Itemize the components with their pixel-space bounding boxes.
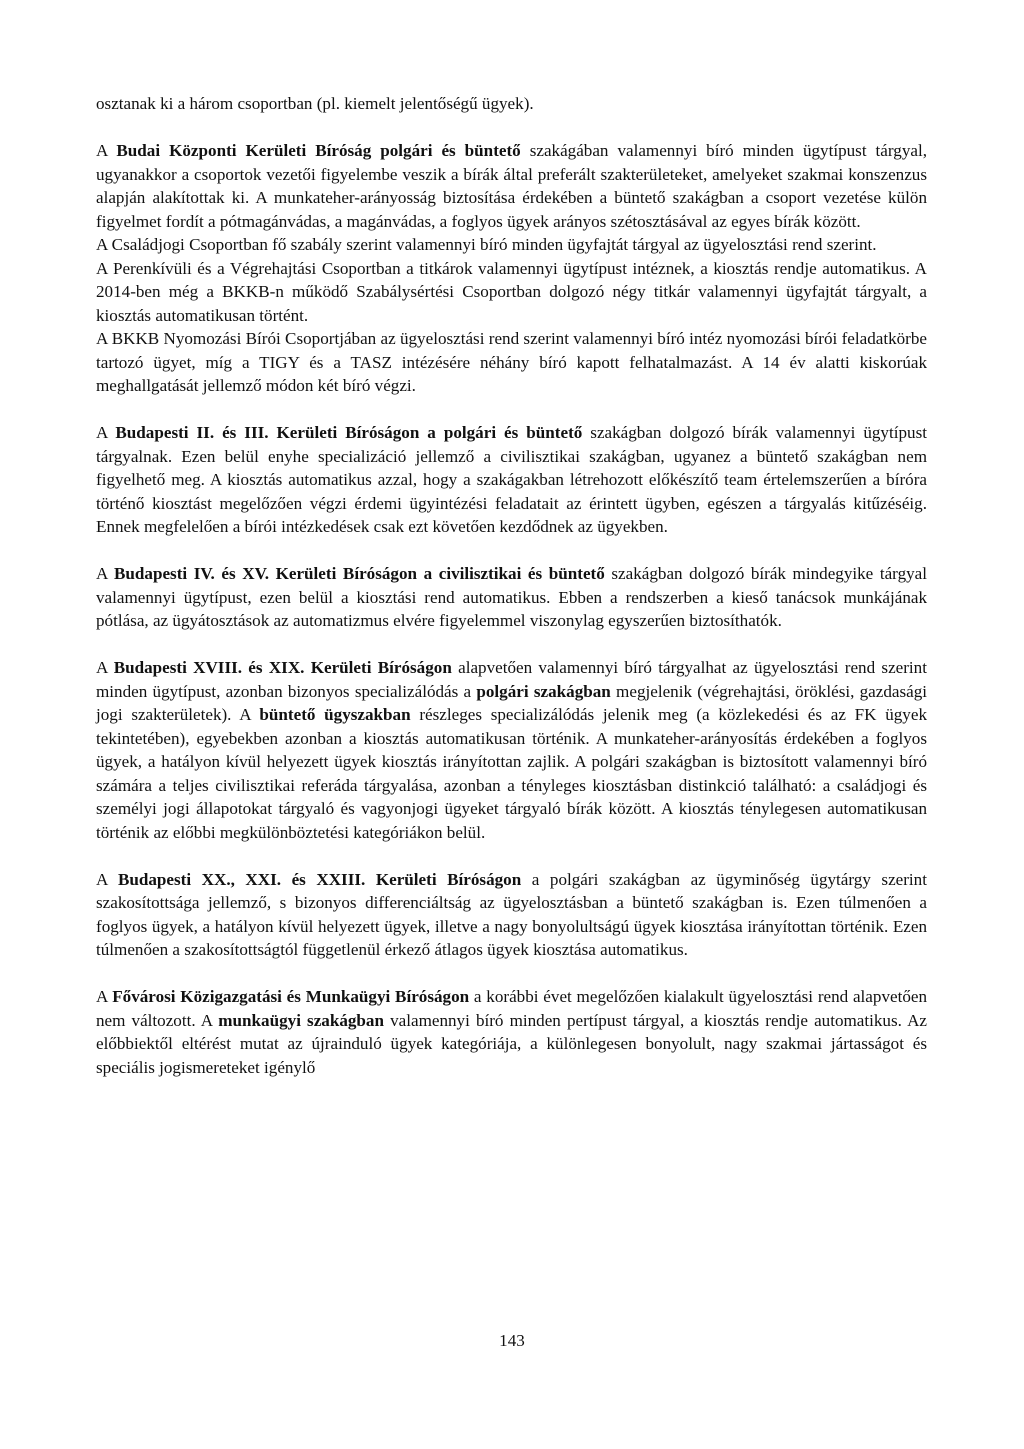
court-name: Budai Központi Kerületi Bíróság polgári és büntető: [116, 141, 521, 160]
paragraph-budapesti-iv-xv: A Budapesti IV. és XV. Kerületi Bíróságon a civilisztikai és büntető szakágban dolgozó bírák mindegyike tárgyal valamennyi ügytípust, ezen belül a kiosztási rend automatikus. Ebben a rendszerben a kieső tanácsok munkájának pótlása, az ügyátosztások az automatizmus elvére figyelemmel viszonylag egyszerűen biztosíthatók.: [96, 564, 927, 630]
court-name: Budapesti IV. és XV. Kerületi Bíróságon a civilisztikai és büntető: [114, 564, 605, 583]
court-name: Budapesti II. és III. Kerületi Bíróságon a polgári és büntető: [115, 423, 583, 442]
paragraph-budapesti-ii-iii: A Budapesti II. és III. Kerületi Bíróságon a polgári és büntető szakágban dolgozó bírák valamennyi ügytípust tárgyalnak. Ezen belül enyhe specializáció jellemző a civilisztikai szakágban, ugyanez a büntető szakágban nem figyelhető meg. A kiosztás automatikus azzal, hogy a szakágakban létrehozott előkészítő team értelemszerűen a bíróra történő kiosztást megelőzően végzi érdemi ügyintézési feladatait az érintett ügyben, egészen a tárgyalás kitűzéséig. Ennek megfelelően a bírói intézkedések csak ezt követően kezdődnek az ügyekben.: [96, 423, 927, 536]
paragraph-budapesti-xviii-xix: A Budapesti XVIII. és XIX. Kerületi Bíróságon alapvetően valamennyi bíró tárgyalhat az ügyelosztási rend szerint minden ügytípust, azonban bizonyos specializálódás a polgári szakágban megjelenik (végrehajtási, öröklési, gazdasági jogi szakterületek). A büntető ügyszakban részleges specializálódás jelenik meg (a közlekedési és az FK ügyek tekintetében), egyebekben azonban a kiosztás automatikusan történik. A munkateher-arányosítás érdekében a foglyos ügyek, a hatályon kívül helyezett ügyek kiosztás irányítottan zajlik. A polgári szakágban is biztosított valamennyi bíró számára a teljes civilisztikai referáda tárgyalása, azonban a tényleges kiosztásban distinkció található: a családjogi és személyi jogi állapotokat tárgyaló és vagyonjogi ügyeket tárgyaló bírák között. A kiosztás ténylegesen automatikusan történik az előbbi megkülönböztetési kategóriákon belül.: [96, 658, 928, 842]
paragraph-intro: osztanak ki a három csoportban (pl. kiemelt jelentőségű ügyek).: [96, 94, 534, 113]
document-page: [96, 92, 927, 1079]
court-name: Fővárosi Közigazgatási és Munkaügyi Bíróságon: [112, 987, 470, 1006]
emphasis-bunteto: büntető ügyszakban: [259, 705, 411, 724]
court-name: Budapesti XX., XXI. és XXIII. Kerületi Bíróságon: [117, 869, 522, 889]
paragraph-budapesti-xx-xxi-xxiii: A Budapesti XX., XXI. és XXIII. Kerületi Bíróságon a polgári szakágban az ügyminőség ügytárgy szerint szakosítottsága jellemző, s bizonyos differenciáltság az ügyelosztásban a büntető szakágban is. Ezen túlmenően a foglyos ügyek, a hatályon kívül helyezett ügyek, illetve a nagy bonyolultságú ügyek kiosztása irányítottan történik. Ezen túlmenően a szakosítottságtól függetlenül érkező átlagos ügyek kiosztása automatikus.: [96, 869, 927, 959]
paragraph-csaladjogi: A Családjogi Csoportban fő szabály szerint valamennyi bíró minden ügyfajtát tárgyal az ügyelosztási rend szerint.: [96, 235, 877, 254]
court-name: Budapesti XVIII. és XIX. Kerületi Bíróságon: [113, 658, 452, 677]
paragraph-perenkivuli: A Perenkívüli és a Végrehajtási Csoportban a titkárok valamennyi ügytípust intéznek, a kiosztás rendje automatikus. A 2014-ben még a BKKB-n működő Szabálysértési Csoportban dolgozó négy titkár valamennyi ügyfajtát tárgyalt, a kiosztás automatikusan történt.: [96, 258, 927, 325]
page-number: 143: [499, 1331, 525, 1350]
paragraph-nyomozasi: A BKKB Nyomozási Bírói Csoportjában az ügyelosztási rend szerint valamennyi bíró intéz nyomozási bírói feladatkörbe tartozó ügyet, míg a TIGY és a TASZ intézésére néhány bíró kapott felhatalmazást. A 14 év alatti kiskorúak meghallgatását jellemző módon két bíró végzi.: [96, 329, 927, 395]
emphasis-munkaugyi: munkaügyi szakágban: [218, 1010, 384, 1030]
paragraph-fovarosi-kozigazgatasi: A Fővárosi Közigazgatási és Munkaügyi Bíróságon a korábbi évet megelőzően kialakult ügyelosztási rend alapvetően nem változott. A munkaügyi szakágban valamennyi bíró minden pertípust tárgyal, a kiosztás rendje automatikus. Az előbbiektől eltérést mutat az újrainduló ügyek kategóriája, a különlegesen bonyolult, nagy szakmai jártasságot és speciális jogismereteket igénylő: [96, 987, 928, 1077]
paragraph-budai-kozponti: A Budai Központi Kerületi Bíróság polgári és büntető szakágában valamennyi bíró minden ügytípust tárgyal, ugyanakkor a csoportok vezetői figyelembe veszik a bírák által preferált szakterületeket, amelyeket szakmai konszenzus alapján alakítottak ki. A munkateher-arányosság biztosítása érdekében a büntető szakágban a csoport vezetése külön figyelmet fordít a pótmagánvádas, a magánvádas, a foglyos ügyek arányos szétosztásával az egyes bírák között.: [96, 141, 927, 231]
emphasis-polgari: polgári szakágban: [476, 681, 611, 701]
